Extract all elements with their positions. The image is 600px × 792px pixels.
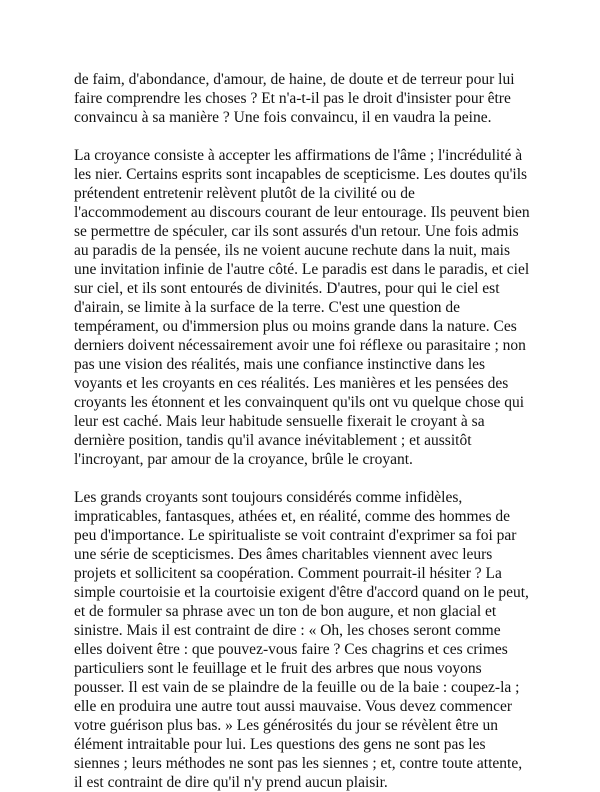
paragraph-grands-croyants: Les grands croyants sont toujours considérés comme infidèles, impraticables, fantasques, athées et, en réalité, comme des hommes de peu d'importance. Le spiritualiste se voit contraint d'exprimer sa foi par une série de scepticismes. Des âmes charitables viennent avec leurs projets et sollicitent sa coopération. Comment pourrait-il hésiter ? La simple courtoisie et la courtoisie exigent d'être d'accord quand on le peut, et de formuler sa phrase avec un ton de bon augure, et non glacial et sinistre. Mais il est contraint de dire : « Oh, les choses seront comme elles doivent être : que pouvez-vous faire ? Ces chagrins et ces crimes particuliers sont le feuillage et le fruit des arbres que nous voyons pousser. Il est vain de se plaindre de la feuille ou de la baie : coupez-la ; elle en produira une autre tout aussi mauvaise. Vous devez commencer votre guérison plus bas. » Les générosités du jour se révèlent être un élément intraitable pour lui. Les questions des gens ne sont pas les siennes ; leurs méthodes ne sont pas les siennes ; et, contre toute attente, il est contraint de dire qu'il n'y prend aucun plaisir. bbox=[74, 489, 529, 791]
paragraph-continuation: de faim, d'abondance, d'amour, de haine, de doute et de terreur pour lui faire comprendre les choses ? Et n'a-t-il pas le droit d'insister pour être convaincu à sa manière ? Une fois convaincu, il en vaudra la peine. bbox=[74, 71, 515, 126]
paragraph-croyance: La croyance consiste à accepter les affirmations de l'âme ; l'incrédulité à les nier. Certains esprits sont incapables de scepticisme. Les doutes qu'ils prétendent entretenir relèvent plutôt de la civilité ou de l'accommodement au discours courant de leur entourage. Ils peuvent bien se permettre de spéculer, car ils sont assurés d'un retour. Une fois admis au paradis de la pensée, ils ne voient aucune rechute dans la nuit, mais une invitation infinie de l'autre côté. Le paradis est dans le paradis, et ciel sur ciel, et ils sont entourés de divinités. D'autres, pour qui le ciel est d'airain, se limite à la surface de la terre. C'est une question de tempérament, ou d'immersion plus ou moins grande dans la nature. Ces derniers doivent nécessairement avoir une foi réflexe ou parasitaire ; non pas une vision des réalités, mais une confiance instinctive dans les voyants et les croyants en ces réalités. Les manières et les pensées des croyants les étonnent et les convainquent qu'ils ont vu quelque chose qui leur est caché. Mais leur habitude sensuelle fixerait le croyant à sa dernière position, tandis qu'il avance inévitablement ; et aussitôt l'incroyant, par amour de la croyance, brûle le croyant. bbox=[74, 147, 530, 468]
document-page bbox=[74, 70, 530, 792]
